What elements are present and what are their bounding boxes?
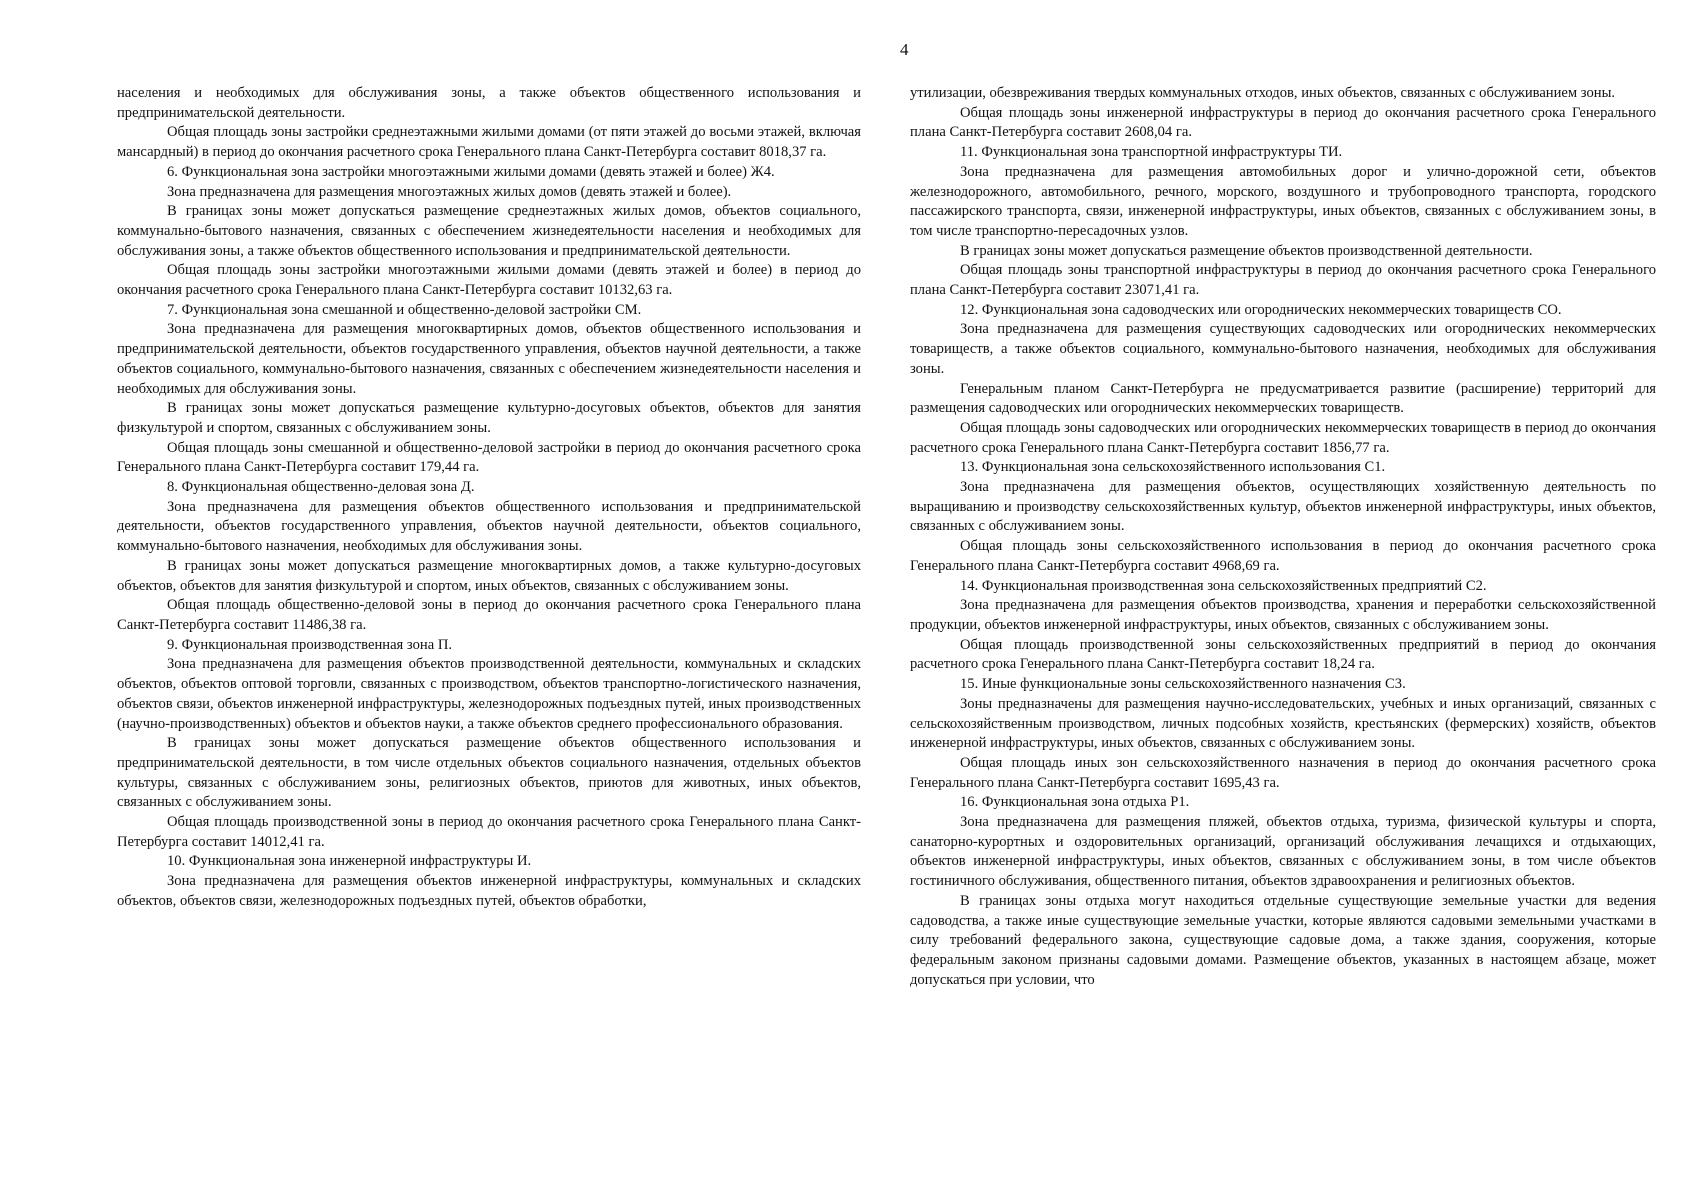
paragraph: 13. Функциональная зона сельскохозяйственного использования С1.: [960, 459, 1386, 476]
paragraph: В границах зоны может допускаться размещение культурно-досуговых объектов, объектов для занятия физкультурой и спортом, связанных с обслуживанием зоны.: [117, 400, 861, 436]
paragraph: 11. Функциональная зона транспортной инфраструктуры ТИ.: [960, 144, 1343, 161]
paragraph: 15. Иные функциональные зоны сельскохозяйственного назначения С3.: [960, 676, 1406, 693]
paragraph: Зона предназначена для размещения существующих садоводческих или огороднических некоммерческих товариществ, а также объектов социального, коммунально-бытового назначения, необходимых для обслуживания зоны.: [910, 321, 1656, 377]
paragraph: Общая площадь зоны садоводческих или огороднических некоммерческих товариществ в период до окончания расчетного срока Генерального плана Санкт-Петербурга составит 1856,77 га.: [910, 419, 1656, 456]
paragraph: 7. Функциональная зона смешанной и общественно-деловой застройки СМ.: [167, 301, 642, 318]
paragraph: Общая площадь зоны транспортной инфраструктуры в период до окончания расчетного срока Генерального плана Санкт-Петербурга составит 23071,41 га.: [910, 262, 1656, 299]
paragraph: Общая площадь общественно-деловой зоны в период до окончания расчетного срока Генерального плана Санкт-Петербурга составит 11486,38 га.: [117, 597, 861, 633]
paragraph: Зона предназначена для размещения объектов, осуществляющих хозяйственную деятельность по выращиванию и производству сельскохозяйственных культур, объектов инженерной инфраструктуры, иных объектов, связанных с обслуживанием зоны.: [910, 479, 1656, 535]
paragraph: 6. Функциональная зона застройки многоэтажными жилыми домами (девять этажей и более) Ж4.: [167, 163, 775, 180]
paragraph: В границах зоны может допускаться размещение объектов производственной деятельности.: [960, 242, 1533, 259]
paragraph: 9. Функциональная производственная зона П.: [167, 636, 453, 653]
paragraph: утилизации, обезвреживания твердых коммунальных отходов, иных объектов, связанных с обслуживанием зоны.: [910, 85, 1616, 101]
paragraph: Зона предназначена для размещения объектов производственной деятельности, коммунальных и складских объектов, объектов оптовой торговли, связанных с производством, объектов транспортно-логистического назначения, объектов связи, объектов инженерной инфраструктуры, железнодорожных подъездных путей, иных производственных (научно-производственных) объектов и объектов науки, а также объектов среднего профессионального образования.: [117, 656, 861, 732]
paragraph: 10. Функциональная зона инженерной инфраструктуры И.: [167, 853, 532, 870]
paragraph: Общая площадь зоны застройки среднеэтажными жилыми домами (от пяти этажей до восьми этажей, включая мансардный) в период до окончания расчетного срока Генерального плана Санкт-Петербурга составит 8018,37 га.: [117, 124, 861, 161]
paragraph: В границах зоны может допускаться размещение многоквартирных домов, а также культурно-досуговых объектов, объектов для занятия физкультурой и спортом, иных объектов, связанных с обслуживанием зоны.: [117, 557, 861, 594]
paragraph: Общая площадь производственной зоны в период до окончания расчетного срока Генерального плана Санкт-Петербурга составит 14012,41 га.: [117, 814, 861, 850]
paragraph: 16. Функциональная зона отдыха Р1.: [960, 794, 1190, 811]
right-column: [910, 84, 1656, 990]
paragraph: Зона предназначена для размещения объектов инженерной инфраструктуры, коммунальных и складских объектов, объектов связи, железнодорожных подъездных путей, объектов обработки,: [117, 873, 861, 909]
paragraph: Зона предназначена для размещения многоквартирных домов, объектов общественного использования и предпринимательской деятельности, объектов государственного управления, объектов научной деятельности, а также объектов социального, коммунально-бытового назначения, связанных с обеспечением жизнедеятельности населения и необходимых для обслуживания зоны.: [117, 321, 861, 397]
paragraph: Зона предназначена для размещения объектов производства, хранения и переработки сельскохозяйственной продукции, объектов инженерной инфраструктуры, иных объектов, связанных с обслуживанием зоны.: [910, 597, 1656, 633]
paragraph: Общая площадь зоны сельскохозяйственного использования в период до окончания расчетного срока Генерального плана Санкт-Петербурга составит 4968,69 га.: [910, 538, 1656, 574]
paragraph: В границах зоны может допускаться размещение среднеэтажных жилых домов, объектов социального, коммунально-бытового назначения, связанных с обеспечением жизнедеятельности населения и необходимых для обслуживания зоны, а также объектов общественного использования и предпринимательской деятельности.: [117, 203, 861, 259]
paragraph: Генеральным планом Санкт-Петербурга не предусматривается развитие (расширение) территорий для размещения садоводческих или огороднических некоммерческих товариществ.: [910, 380, 1656, 417]
paragraph: Зона предназначена для размещения пляжей, объектов отдыха, туризма, физической культуры и спорта, санаторно-курортных и оздоровительных организаций, организаций обслуживания лечащихся и отдыхающих, объектов инженерной инфраструктуры, иных объектов, связанных с обслуживанием зоны, в том числе объектов гостиничного обслуживания, общественного питания, объектов здравоохранения и религиозных объектов.: [910, 814, 1656, 890]
left-column: [117, 84, 861, 912]
paragraph: населения и необходимых для обслуживания зоны, а также объектов общественного использования и предпринимательской деятельности.: [117, 85, 861, 121]
paragraph: Общая площадь иных зон сельскохозяйственного назначения в период до окончания расчетного срока Генерального плана Санкт-Петербурга составит 1695,43 га.: [910, 754, 1656, 791]
paragraph: В границах зоны отдыха могут находиться отдельные существующие земельные участки для ведения садоводства, а также иные существующие земельные участки, которые являются садовыми земельными участками в силу требований федерального закона, существующие садовые дома, а также здания, сооружения, которые федеральным законом признаны садовыми домами. Размещение объектов, указанных в настоящем абзаце, может допускаться при условии, что: [910, 892, 1656, 988]
page-number: 4: [900, 40, 909, 59]
paragraph: Зона предназначена для размещения автомобильных дорог и улично-дорожной сети, объектов железнодорожного, автомобильного, речного, морского, воздушного и трубопроводного транспорта, городского пассажирского транспорта, связи, инженерной инфраструктуры, иных объектов, связанных с обслуживанием зоны, в том числе транспортно-пересадочных узлов.: [910, 163, 1656, 239]
paragraph: 12. Функциональная зона садоводческих или огороднических некоммерческих товариществ СО.: [960, 301, 1562, 318]
paragraph: Общая площадь зоны смешанной и общественно-деловой застройки в период до окончания расчетного срока Генерального плана Санкт-Петербурга составит 179,44 га.: [117, 439, 861, 476]
paragraph: 8. Функциональная общественно-деловая зона Д.: [167, 479, 475, 496]
paragraph: Зона предназначена для размещения многоэтажных жилых домов (девять этажей и более).: [167, 183, 732, 200]
paragraph: Общая площадь производственной зоны сельскохозяйственных предприятий в период до окончания расчетного срока Генерального плана Санкт-Петербурга составит 18,24 га.: [910, 636, 1656, 673]
paragraph: Общая площадь зоны инженерной инфраструктуры в период до окончания расчетного срока Генерального плана Санкт-Петербурга составит 2608,04 га.: [910, 104, 1656, 141]
paragraph: Зона предназначена для размещения объектов общественного использования и предпринимательской деятельности, объектов государственного управления, объектов научной деятельности, объектов социального, коммунально-бытового назначения, необходимых для обслуживания зоны.: [117, 498, 861, 555]
paragraph: Зоны предназначены для размещения научно-исследовательских, учебных и иных организаций, связанных с сельскохозяйственным производством, личных подсобных хозяйств, крестьянских (фермерских) хозяйств, объектов инженерной инфраструктуры, иных объектов, связанных с обслуживанием зоны.: [910, 695, 1656, 752]
paragraph: 14. Функциональная производственная зона сельскохозяйственных предприятий С2.: [960, 577, 1487, 594]
paragraph: Общая площадь зоны застройки многоэтажными жилыми домами (девять этажей и более) в период до окончания расчетного срока Генерального плана Санкт-Петербурга составит 10132,63 га.: [117, 262, 861, 299]
paragraph: В границах зоны может допускаться размещение объектов общественного использования и предпринимательской деятельности, в том числе отдельных объектов социального назначения, отдельных объектов культуры, связанных с обслуживанием зоны, религиозных объектов, приютов для животных, иных объектов, связанных с обслуживанием зоны.: [117, 735, 861, 811]
